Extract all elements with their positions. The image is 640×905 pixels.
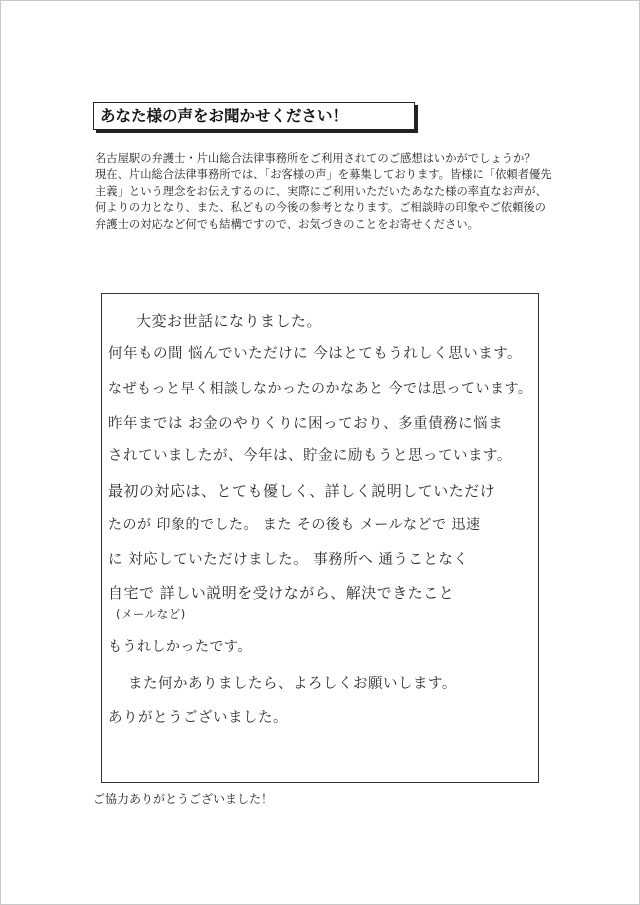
handwritten-letter-box — [101, 293, 539, 783]
letter-line: 最初の対応は、とても優しく、詳しく説明していただけ — [108, 482, 496, 500]
intro-text — [95, 151, 553, 233]
letter-line: されていましたが、今年は、貯金に励もうと思っています。 — [108, 448, 512, 464]
letter-line: なぜもっと早く相談しなかったのかなあと 今では思っています。 — [108, 381, 533, 397]
intro-paragraph-2: 現在、片山総合法律事務所では、「お客様の声」を募集しております。皆様に「依頼者優先主義」という理念をお伝えするのに、実際にご利用いただいたあなた様の率直なお声が、何よりの力となり、また、私どもの今後の参考となります。ご相談時の印象やご依頼後の弁護士の対応など何でも結構ですので、お気づきのことをお寄せください。 — [95, 168, 552, 231]
letter-line: 昨年までは お金のやりくりに困っており、多重債務に悩ま — [108, 416, 504, 432]
letter-line: 自宅で 詳しい説明を受けながら、解決できたこと — [108, 584, 455, 602]
letter-line: また何かありましたら、よろしくお願いします。 — [128, 676, 457, 692]
closing-thanks: ご協力ありがとうございました！ — [93, 792, 274, 806]
letter-line: たのが 印象的でした。 また その後も メールなどで 迅速 — [108, 517, 481, 533]
letter-line: もうれしかったです。 — [108, 639, 252, 655]
letter-line: ありがとうございました。 — [108, 710, 288, 726]
intro-paragraph-1: 名古屋駅の弁護士・片山総合法律事務所をご利用されてのご感想はいかがでしょうか？ — [95, 152, 536, 165]
page-title: あなた様の声をお聞かせください！ — [93, 102, 415, 130]
letter-line: 何年もの間 悩んでいただけに 今はとてもうれしく思います。 — [108, 346, 523, 362]
letter-line: 大変お世話になりました。 — [136, 312, 323, 330]
letter-line: に 対応していただけました。 事務所へ 通うことなく — [108, 552, 469, 568]
letter-annotation: (メールなど) — [116, 607, 186, 621]
